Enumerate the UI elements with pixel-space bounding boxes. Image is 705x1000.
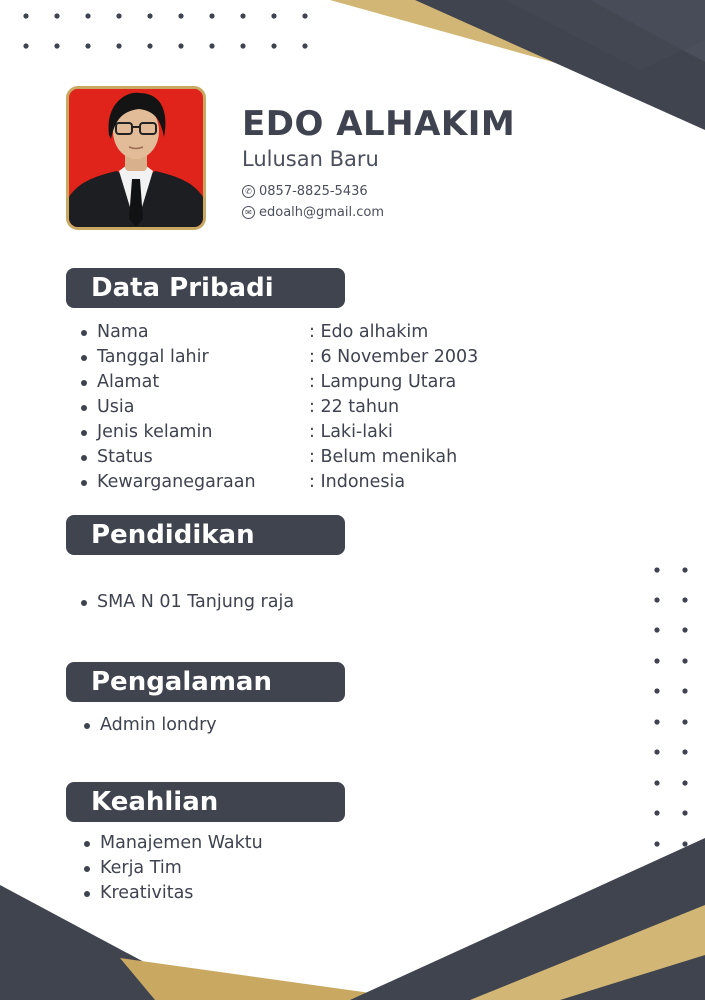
- skill-item: Kerja Tim: [82, 856, 263, 881]
- dot-pattern-top: [16, 6, 316, 56]
- personal-row: [79, 345, 478, 370]
- row-value: : Lampung Utara: [309, 372, 457, 392]
- profile-photo: [66, 86, 206, 230]
- phone-icon: ✆: [242, 185, 255, 198]
- row-value: : Indonesia: [309, 472, 406, 492]
- section-header-education: Pendidikan: [66, 515, 345, 555]
- personal-row: [79, 445, 478, 470]
- personal-row: [79, 320, 478, 345]
- skill-item: Kreativitas: [82, 881, 263, 906]
- skills-list: [82, 831, 263, 906]
- row-label: Tanggal lahir: [97, 347, 209, 367]
- education-item: SMA N 01 Tanjung raja: [79, 590, 294, 615]
- education-list: [79, 590, 294, 615]
- contact-email: [242, 205, 384, 220]
- candidate-name: EDO ALHAKIM: [242, 104, 516, 144]
- email-icon: ✉: [242, 206, 255, 219]
- row-value: : 6 November 2003: [309, 347, 479, 367]
- experience-item: Admin londry: [82, 713, 217, 738]
- personal-row: [79, 370, 478, 395]
- row-label: Kewarganegaraan: [97, 472, 256, 492]
- row-value: : 22 tahun: [309, 397, 400, 417]
- personal-row: [79, 470, 478, 495]
- row-label: Usia: [97, 397, 135, 417]
- person-portrait: [69, 89, 203, 227]
- row-value: : Belum menikah: [309, 447, 458, 467]
- row-value: : Edo alhakim: [309, 322, 429, 342]
- section-header-experience: Pengalaman: [66, 662, 345, 702]
- row-label: Nama: [97, 322, 149, 342]
- email-address: edoalh@gmail.com: [259, 205, 385, 220]
- phone-number: 0857-8825-5436: [259, 184, 368, 199]
- section-header-personal: Data Pribadi: [66, 268, 345, 308]
- row-value: : Laki-laki: [309, 422, 393, 442]
- personal-data-list: [79, 320, 478, 495]
- row-label: Status: [97, 447, 153, 467]
- row-label: Alamat: [97, 372, 160, 392]
- section-header-skills: Keahlian: [66, 782, 345, 822]
- personal-row: [79, 395, 478, 420]
- row-label: Jenis kelamin: [97, 422, 213, 442]
- dot-pattern-right: [645, 560, 695, 850]
- experience-list: [82, 713, 217, 738]
- skill-item: Manajemen Waktu: [82, 831, 263, 856]
- candidate-role: Lulusan Baru: [242, 147, 379, 171]
- contact-phone: [242, 184, 368, 199]
- personal-row: [79, 420, 478, 445]
